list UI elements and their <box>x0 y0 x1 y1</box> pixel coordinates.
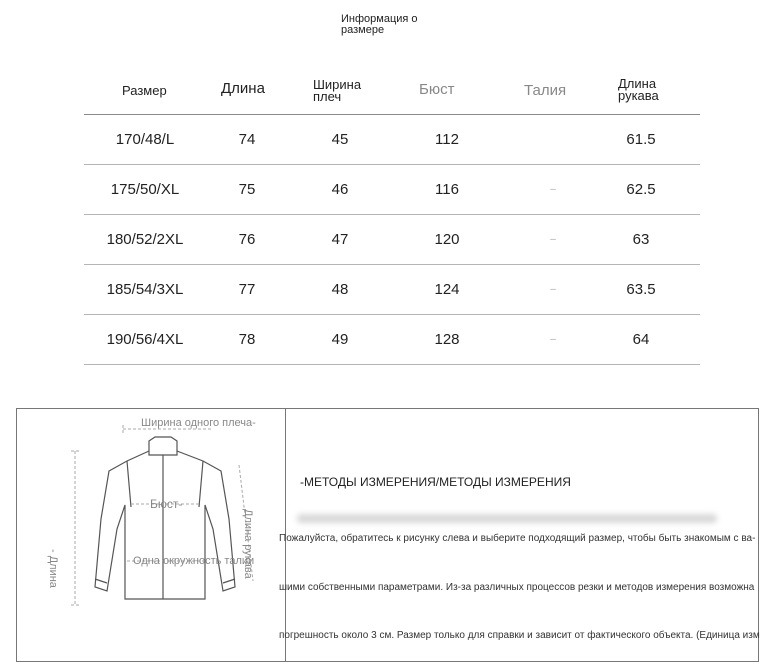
cell-length: 77 <box>238 281 256 298</box>
cell-length: 75 <box>238 181 256 198</box>
method-description-line3: погрешность около 3 см. Размер только для справки и зависит от фактического объекта. (Единица изм <box>279 630 760 641</box>
table-header <box>84 74 700 115</box>
header-bust: Бюст <box>419 81 455 98</box>
cell-sleeve: 63 <box>632 231 650 248</box>
header-waist: Талия <box>524 82 567 99</box>
cell-bust: 120 <box>434 231 460 248</box>
cell-length: 76 <box>238 231 256 248</box>
cell-size: 190/56/4XL <box>106 331 184 348</box>
header-size: Размер <box>122 83 167 98</box>
cell-waist: – <box>550 334 556 345</box>
sleeve-length-label: Длина рукава <box>242 509 254 579</box>
cell-size: 185/54/3XL <box>106 281 184 298</box>
cell-length: 74 <box>238 131 256 148</box>
cell-bust: 112 <box>435 131 459 148</box>
cell-shoulder: 46 <box>331 181 349 198</box>
header-sleeve: Длина рукава <box>618 76 659 103</box>
table-row <box>84 265 700 315</box>
cell-bust: 116 <box>435 181 459 198</box>
cell-waist: – <box>550 284 556 295</box>
cell-waist: – <box>550 184 556 195</box>
cell-bust: 128 <box>434 331 460 348</box>
size-table <box>84 74 700 365</box>
cell-shoulder: 47 <box>331 231 349 248</box>
cell-sleeve: 64 <box>632 331 650 348</box>
blurred-text-line <box>297 514 717 523</box>
cell-waist: – <box>550 234 556 245</box>
shoulder-width-label: Ширина одного плеча- <box>141 417 256 429</box>
page-title: Информация о размере <box>341 13 418 36</box>
cell-size: 180/52/2XL <box>106 231 184 248</box>
table-row <box>84 165 700 215</box>
cell-sleeve: 61.5 <box>626 131 656 148</box>
header-shoulder: Ширина плеч <box>313 77 362 104</box>
method-description-line1: Пожалуйста, обратитесь к рисунку слева и выберите подходящий размер, чтобы быть знакомым с ва- <box>279 533 756 544</box>
cell-shoulder: 48 <box>331 281 349 298</box>
length-label: - Длина <box>47 549 59 588</box>
cell-shoulder: 45 <box>331 131 349 148</box>
cell-size: 170/48/L <box>115 131 175 148</box>
cell-size: 175/50/XL <box>110 181 180 198</box>
bust-label: Бюст- <box>150 497 183 511</box>
table-row <box>84 215 700 265</box>
cell-shoulder: 49 <box>331 331 349 348</box>
method-title: -МЕТОДЫ ИЗМЕРЕНИЯ/МЕТОДЫ ИЗМЕРЕНИЯ <box>300 475 571 489</box>
cell-sleeve: 63.5 <box>626 281 656 298</box>
measurement-panel <box>16 408 759 662</box>
cell-length: 78 <box>238 331 256 348</box>
waist-label: Одна окружность талии <box>133 555 255 567</box>
cell-bust: 124 <box>434 281 460 298</box>
cell-sleeve: 62.5 <box>626 181 656 198</box>
table-row <box>84 315 700 365</box>
method-description-line2: шими собственными параметрами. Из-за различных процессов резки и методов измерения возможна <box>279 582 755 593</box>
table-row <box>84 115 700 165</box>
header-length: Длина <box>221 80 265 97</box>
